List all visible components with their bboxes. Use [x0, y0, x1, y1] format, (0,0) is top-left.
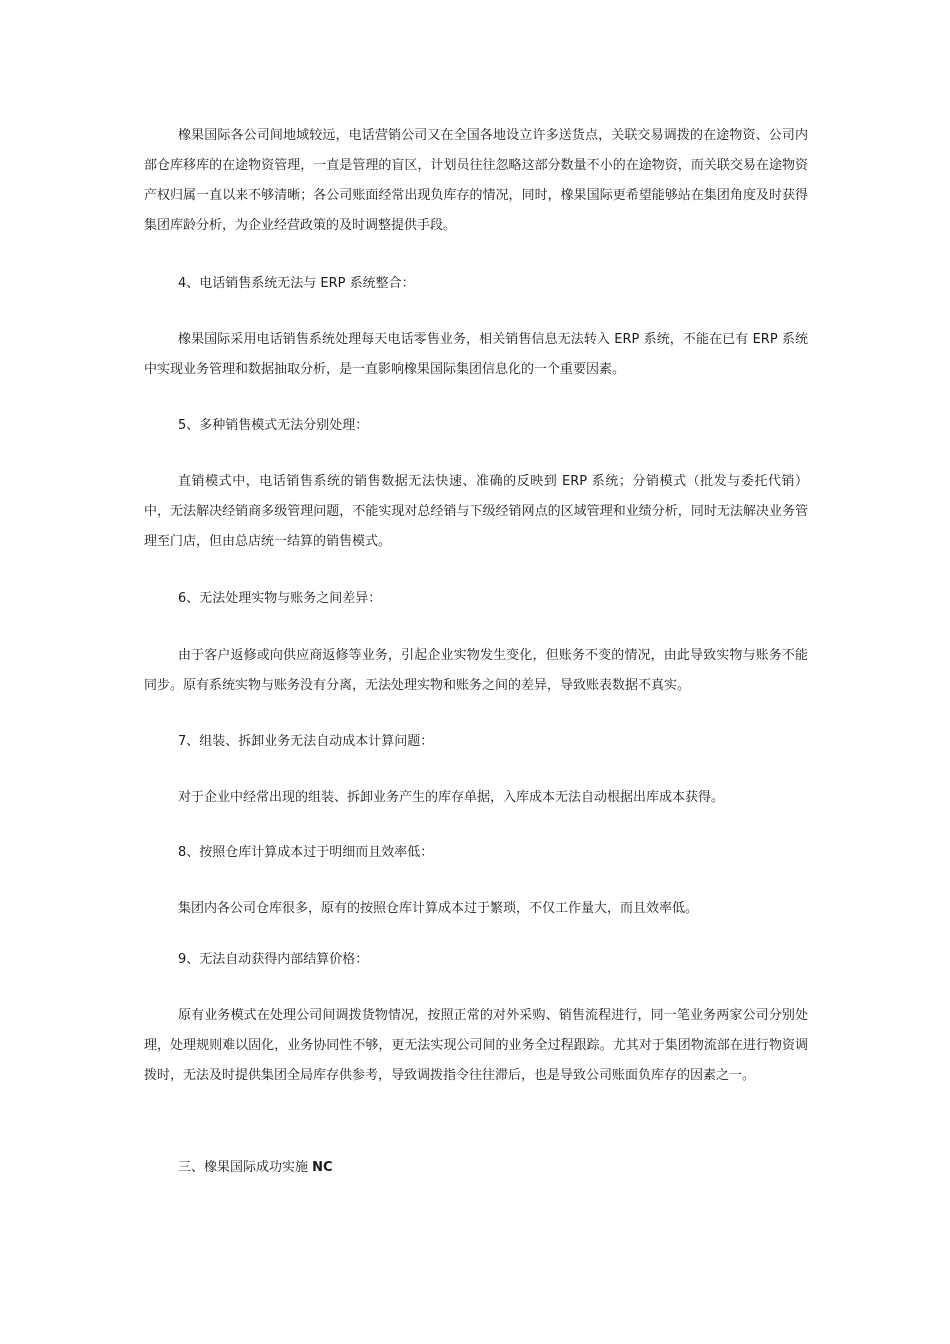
heading-item-7: 7、组装、拆卸业务无法自动成本计算问题：: [178, 734, 434, 749]
paragraph-item-4: 橡果国际采用电话销售系统处理每天电话零售业务，相关销售信息无法转入 ERP 系统，不能在已有 ERP 系统中实现业务管理和数据抽取分析，是一直影响橡果国际集团信息化的一个重要因素。: [144, 332, 808, 377]
heading-item-8: 8、按照仓库计算成本过于明细而且效率低：: [178, 845, 434, 860]
heading-item-6: 6、无法处理实物与账务之间差异：: [178, 591, 382, 606]
heading-item-5: 5、多种销售模式无法分别处理：: [178, 418, 369, 433]
paragraph-item-6: 由于客户返修或向供应商返修等业务，引起企业实物发生变化，但账务不变的情况，由此导致实物与账务不能同步。原有系统实物与账务没有分离，无法处理实物和账务之间的差异，导致账表数据不真实。: [144, 648, 808, 693]
section-heading-3-nc: NC: [312, 1160, 333, 1175]
paragraph-item-5: 直销模式中，电话销售系统的销售数据无法快速、准确的反映到 ERP 系统；分销模式（批发与委托代销）中，无法解决经销商多级管理问题，不能实现对总经销与下级经销网点的区域管理和业绩分析，同时无法解决业务管理至门店，但由总店统一结算的销售模式。: [144, 474, 808, 549]
section-heading-3: [178, 1153, 333, 1183]
heading-item-4: 4、电话销售系统无法与 ERP 系统整合：: [178, 276, 415, 291]
paragraph-in-transit-materials: 橡果国际各公司间地域较远，电话营销公司又在全国各地设立许多送货点，关联交易调拨的在途物资、公司内部仓库移库的在途物资管理，一直是管理的盲区，计划员往往忽略这部分数量不小的在途物资，而关联交易在途物资产权归属一直以来不够清晰；各公司账面经常出现负库存的情况，同时，橡果国际更希望能够站在集团角度及时获得集团库龄分析，为企业经营政策的及时调整提供手段。: [144, 128, 808, 233]
heading-item-9: 9、无法自动获得内部结算价格：: [178, 952, 369, 967]
paragraph-item-8: 集团内各公司仓库很多，原有的按照仓库计算成本过于繁琐，不仅工作量大，而且效率低。: [178, 901, 699, 916]
section-heading-3-text: 三、橡果国际成功实施: [178, 1160, 313, 1175]
paragraph-item-9: 原有业务模式在处理公司间调拨货物情况，按照正常的对外采购、销售流程进行，同一笔业务两家公司分别处理，处理规则难以固化，业务协同性不够，更无法实现公司间的业务全过程跟踪。尤其对于集团物流部在进行物资调拨时，无法及时提供集团全局库存供参考，导致调拨指令往往滞后，也是导致公司账面负库存的因素之一。: [144, 1008, 808, 1083]
paragraph-item-7: 对于企业中经常出现的组装、拆卸业务产生的库存单据，入库成本无法自动根据出库成本获得。: [178, 790, 725, 805]
